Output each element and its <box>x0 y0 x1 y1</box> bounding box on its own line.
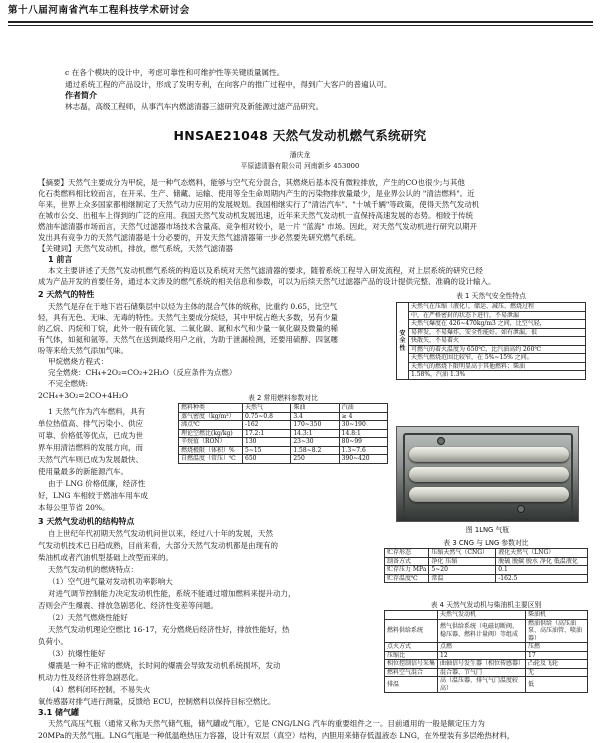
table4-cell: 排温 <box>385 677 438 693</box>
abstract-line: 年来，世界上众多国家都相继制定了天然气动力应用的发展规划。我国相继实行了"清洁汽车"、"十城千辆"等政策，使得天然气发动机 <box>38 200 480 209</box>
table2-cell: 自燃温度（常压）℃ <box>179 455 243 464</box>
table2-header: 汽油 <box>339 404 387 413</box>
body-line: 负荷小。 <box>38 637 68 646</box>
body-line: 可靠、价格低等优点，已成为世 <box>38 431 143 440</box>
section-heading: 3.1 储气罐 <box>38 708 79 717</box>
table2-cell: 170~350 <box>291 421 339 430</box>
table3 <box>384 548 588 583</box>
table2-header: 天然气 <box>243 404 291 413</box>
table1-cell: 天然气在压缩（液化），储运、减压、燃烧过程 <box>409 303 586 312</box>
table4-cell: 压缩比 <box>385 651 438 660</box>
valve-shape <box>517 505 525 513</box>
table4-cell: 燃油供给（高压油泵、高压油管、喷油器） <box>526 619 588 643</box>
body-line: 本文主要讲述了天然气发动机燃气系统的构造以及系统对天然气滤清器的要求，随着系统工程导入研发流程，对上层系统的研究已经 <box>48 266 483 275</box>
table2-cell: 1.58~8.2 <box>291 446 339 455</box>
table1-cell: 天然气爆度在 426~470kg/m3 之间，比空气轻， <box>409 320 586 329</box>
table1 <box>396 302 586 380</box>
table3-cell: 贮存压力 MPa <box>385 566 429 575</box>
body-line: 柴油机或者汽油机型基础上改型而来的。 <box>38 553 173 562</box>
table3-caption: 表 3 CNG 与 LNG 参数对比 <box>443 539 529 547</box>
table1-caption: 表 1 天然气安全性特点 <box>456 292 526 300</box>
body-line: （3）抗爆性能好 <box>48 649 106 658</box>
body-line: 对进气调节控制能力决定发动机性能，系统不能通过增加燃料来提升动力， <box>48 589 296 598</box>
table4-cell: 燃气供给系统（电磁切断阀、稳压器、燃料计量阀）等组成 <box>438 619 526 643</box>
table3-cell: -162.5 <box>496 574 588 583</box>
abstract-line: 化石类燃料相比较而言，在开采、生产、储藏、运输、使用等全生命周期内产生的污染物排放量最少，是业界公认的 "清洁燃料"。近 <box>38 189 475 198</box>
abstract-line: 在城市公交、出租车上得到的广泛的应用。我国天然气发动机发展迅速，近年来天然气发动机一直保持高速发展的态势。相较于传统 <box>38 211 473 220</box>
table3-cell: 0.1 <box>496 566 588 575</box>
body-line: 界车用清洁燃料的发展方向，而 <box>38 443 143 452</box>
body-line: 否则会产生爆震、排放急剧恶化、经济性变差等问题。 <box>38 601 218 610</box>
paper-author: 潘庆龙 <box>289 151 311 159</box>
table4-cell: 燃料供给系统 <box>385 619 438 643</box>
body-line: （2）天然气燃烧性能好 <box>48 613 128 622</box>
table2-cell: 5~15 <box>243 446 291 455</box>
table2-cell: 燃烧极限（体积）% <box>179 446 243 455</box>
table2-cell: 17.2:1 <box>243 429 291 438</box>
body-line: 吩等来给天然气添加气味。 <box>38 346 128 355</box>
table2-cell: 23~30 <box>291 438 339 447</box>
table4-cell: 无 <box>526 668 588 677</box>
body-line: 单位热值高、排气污染小、供应 <box>38 419 143 428</box>
keywords: 【关键词】天然气发动机，排放，燃气系统，天然气滤清器 <box>38 244 233 253</box>
table4-header: 天然气发动机 <box>438 611 526 620</box>
table4-cell: 压燃 <box>526 643 588 652</box>
table3-cell: 脱硫 脱碳 脱水 净化 低温液化 <box>496 557 588 566</box>
table2-cell: 250 <box>291 455 339 464</box>
table2-header: 燃料种类 <box>179 404 243 413</box>
table2-cell: 130 <box>243 438 291 447</box>
table1-cell: 1.58%，汽油 1.3% <box>409 371 586 380</box>
body-line: 机动力性及经济性将急剧恶化。 <box>38 673 143 682</box>
table1-cell: 可燃气的着火温度为 650℃，比汽油高约 260℃ <box>409 345 586 354</box>
cylinder-shape <box>409 447 569 462</box>
table4-header <box>385 611 438 620</box>
table4-cell: 燃料空气混合 <box>385 668 438 677</box>
abstract-line: 燃油车滤清器市场而言，天然气过滤器市场技术含量高、竞争相对较小，是一片 "蓝海" 市场。因此，对天然气发动机进行研究以期开 <box>38 222 478 231</box>
table4-cell: 曲轴信号发生器（相位传感器） <box>438 660 526 669</box>
body-line: 由于 LNG 价格低廉，经济性 <box>48 479 146 488</box>
body-line: 20MPa的天然气瓶。LNG气瓶是一种低温绝热压力容器，设计有双层（真空）结构，内胆用来储存低温液态 LNG，在外壁装有多层绝热材料， <box>38 731 515 740</box>
table2-cell: 1.3~7.6 <box>339 446 387 455</box>
abstract-line: 【摘要】天然气主要成分为甲烷，是一种气态燃料，能够与空气充分混合，其燃烧后基本没有微粒排放，产生的CO也很少;与其他 <box>38 178 465 187</box>
table2-cell: 80~99 <box>339 438 387 447</box>
table2-cell: 蒸气密度（kg/m³） <box>179 412 243 421</box>
table2-cell: 辛烷值（RON） <box>179 438 243 447</box>
table2-cell: 0.75~0.8 <box>243 412 291 421</box>
paper-affiliation: 平原滤清器有限公司 河南新乡 453000 <box>240 162 360 170</box>
body-line: 氧传感器对排气进行测量，反馈给 ECU，控制燃料以保持目标空燃比。 <box>38 697 276 706</box>
table3-header: 贮存形态 <box>385 549 429 558</box>
table2 <box>178 403 388 464</box>
table3-cell: 净化 压缩 <box>429 557 496 566</box>
table2-cell: 14.8:1 <box>339 429 387 438</box>
prev-paper-line: 通过系统工程的产品设计，形成了发明专利，在向客户的推广过程中，得到广大客户的普遍认可。 <box>65 80 392 89</box>
table4-caption: 表 4 天然气发动机与柴油机主要区别 <box>430 601 542 609</box>
table3-cell: 5~20 <box>429 566 496 575</box>
body-line: 有气体，如氦和氩等。天然气在送到最终用户之前，为助于泄漏检测，还要用硫醇、四氢噻 <box>38 335 338 344</box>
table4-cell: 高（温压器、排气气门温度较高） <box>438 677 526 693</box>
table4-cell: 点火方式 <box>385 643 438 652</box>
body-line: 天然气高压气瓶（通常又称为天然气储气瓶，储气罐或气瓶），它是 CNG/LNG 汽车的重要组件之一。目前通用的一般是额定压力为 <box>48 719 485 728</box>
table3-cell: 常温 <box>429 574 496 583</box>
table4-cell: 凸轮及飞轮 <box>526 660 588 669</box>
table1-cell: 易挥发，不易爆炸，安全性能好。如有泄漏，很 <box>409 328 586 337</box>
section-heading: 2 天然气的特性 <box>38 290 95 299</box>
body-line: 本每公里节省 20%。 <box>38 503 110 512</box>
table2-header: 柴油 <box>291 404 339 413</box>
table4-cell: 低 <box>526 677 588 693</box>
table3-header: 压缩天然气（CNG） <box>429 549 496 558</box>
author-heading: 作者简介 <box>65 91 97 100</box>
equation-incomplete-label: 不完全燃烧: <box>48 379 89 388</box>
table1-cell: 天然气的燃烧下限明显高于其他燃料；柴油 <box>409 362 586 371</box>
table3-header: 液化天然气（LNG） <box>496 549 588 558</box>
body-line: 自上世纪年代初期天然气发动机问世以来，经过八十年的发展，天然 <box>48 529 273 538</box>
table4-cell: 12 <box>438 651 526 660</box>
cylinder-shape <box>409 467 569 482</box>
body-line: 1 天然气作为汽车燃料，具有 <box>48 407 146 416</box>
table3-cell: 贮存温度℃ <box>385 574 429 583</box>
table3-cell: 制备方式 <box>385 557 429 566</box>
body-line: 好，LNG 车相较于燃油车用车成 <box>38 491 148 500</box>
table2-cell: -162 <box>243 421 291 430</box>
body-line: 使用量最多的新能源汽车。 <box>38 467 128 476</box>
table2-cell: 理论空燃比(kg/kg) <box>179 429 243 438</box>
table4-header: 柴油机 <box>526 611 588 620</box>
abstract-line: 发出具有竞争力的天然气滤清器是十分必要的，开发天然气滤清器第一步必然要先研究燃气系统。 <box>38 233 361 242</box>
body-line: 气发动机技术已日趋成熟，目前来看，大部分天然气发动机都是由现有的 <box>38 541 278 550</box>
table2-cell: 14.3:1 <box>291 429 339 438</box>
table2-cell: 沸点℃ <box>179 421 243 430</box>
body-line: （1）空气进气量对发动机功率影响大 <box>48 577 173 586</box>
table2-caption: 表 2 常用燃料参数对比 <box>248 394 318 402</box>
table1-cell: 快散失，不易着火 <box>409 337 586 346</box>
lng-cylinder-photo <box>396 426 579 522</box>
section-heading: 1 前言 <box>48 255 73 264</box>
body-line: 的乙烷、丙烷和丁烷，此外一般有硫化氢、二氧化碳、氮和水气和少量一氧化碳及微量的稀 <box>38 324 338 333</box>
valve-shape <box>437 437 445 445</box>
table2-cell: 390~420 <box>339 455 387 464</box>
table2-cell: 3.4 <box>291 412 339 421</box>
author-bio: 林志磊，高级工程师，从事汽车内燃滤清器三滤研究及新能源过滤产品研究。 <box>65 102 324 111</box>
table1-cell: 天然气燃烧范围比较窄，在 5%~15% 之间。 <box>409 354 586 363</box>
body-line: 天然气发动机的燃烧特点： <box>48 565 138 574</box>
equation-incomplete: 2CH₄+3O₂=2CO+4H₂O <box>38 391 128 400</box>
prev-paper-line: c 在各个模块的设计中，考虑可靠性和可维护性等关键质量属性。 <box>65 68 285 77</box>
table1-side-label: 安全性 <box>397 303 409 380</box>
equation-complete: 完全燃烧：CH₄+2O₂=CO₂+2H₂O（反应条件为点燃） <box>48 368 237 377</box>
body-line: 轻，具有无色、无味、无毒的特性。天然气主要成分烷烃，其中甲烷占绝大多数，另有少量 <box>38 313 338 322</box>
table4-cell: 混合器、节气门 <box>438 668 526 677</box>
body-line: 天然气汽车则已成为发展最快、 <box>38 455 143 464</box>
running-header: 第十八届河南省汽车工程科技学术研讨会 <box>8 4 593 23</box>
table1-cell: 中，在严格密封的状态下进行，不易泄漏 <box>409 311 586 320</box>
table4-cell: 点燃 <box>438 643 526 652</box>
cylinder-shape <box>409 487 569 502</box>
table4-cell: 相位控制信号采集 <box>385 660 438 669</box>
body-line: 天然气是存在于地下岩石储集层中以烃为主体的混合气体的统称，比重约 0.65，比空气 <box>48 302 338 311</box>
table2-cell: 30~190 <box>339 421 387 430</box>
equation-title: 甲烷燃烧方程式： <box>48 357 108 366</box>
body-line: 成为产品开发的首要任务，通过本文涉及的燃气系统的相关信息和参数，可以为后续天然气过滤器产品的设计提供完整、准确的设计输入。 <box>38 277 496 286</box>
body-line: 天然气发动机理论空燃比 16-17，充分燃烧后经济性好，排放性能好，热 <box>48 625 290 634</box>
section-heading: 3 天然气发动机的结构特点 <box>38 517 135 526</box>
figure1-caption: 图 1LNG 气瓶 <box>465 526 510 534</box>
body-line: 爆震是一种不正常的燃烧，长时间的爆震会导致发动机系统损坏，发动 <box>48 661 281 670</box>
table2-cell: 650 <box>243 455 291 464</box>
table4 <box>384 610 588 693</box>
paper-title: HNSAE21048 天然气发动机燃气系统研究 <box>173 128 427 143</box>
table2-cell: ≥ 4 <box>339 412 387 421</box>
table4-cell: 17 <box>526 651 588 660</box>
body-line: （4）燃料闭环控制，不易失火 <box>48 685 151 694</box>
